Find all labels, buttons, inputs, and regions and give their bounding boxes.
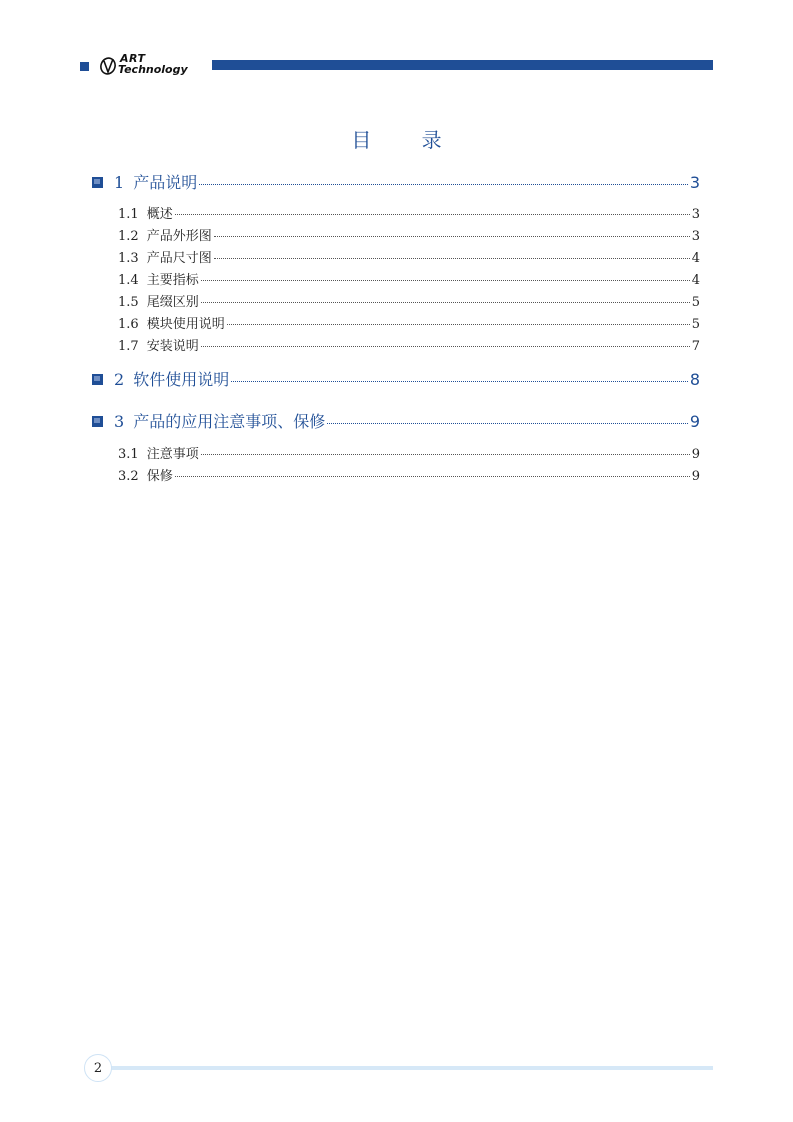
item-number: 1.3	[118, 251, 139, 266]
item-page: 4	[691, 251, 700, 266]
dot-leader	[201, 346, 690, 347]
toc-item-3-1[interactable]	[118, 443, 700, 462]
item-title: 注意事项	[146, 447, 199, 462]
toc-section-3[interactable]	[92, 409, 700, 432]
item-page: 9	[691, 469, 700, 484]
item-title: 概述	[146, 207, 173, 222]
item-number: 1.6	[118, 317, 139, 332]
section-number: 1	[114, 173, 125, 192]
toc-section-1[interactable]	[92, 170, 700, 193]
item-title: 尾缀区别	[146, 295, 199, 310]
square-bullet-icon	[92, 177, 103, 188]
page-title: 目 录	[351, 128, 464, 152]
item-number: 1.7	[118, 339, 139, 354]
dot-leader	[231, 381, 688, 382]
square-bullet-icon	[92, 374, 103, 385]
item-title: 模块使用说明	[146, 317, 225, 332]
toc-item-3-2[interactable]	[118, 465, 700, 484]
toc-section-2[interactable]	[92, 367, 700, 390]
dot-leader	[214, 258, 690, 259]
section-number: 3	[114, 412, 125, 431]
section-page: 3	[689, 173, 700, 192]
section-title: 产品说明	[133, 173, 198, 192]
dot-leader	[201, 454, 690, 455]
toc-item-1-1[interactable]	[118, 203, 700, 222]
dot-leader	[201, 280, 690, 281]
dot-leader	[327, 423, 688, 424]
section-page: 9	[689, 412, 700, 431]
art-technology-logo	[96, 50, 206, 80]
toc-item-1-7[interactable]	[118, 335, 700, 354]
item-page: 9	[691, 447, 700, 462]
dot-leader	[227, 324, 690, 325]
header-square	[80, 62, 89, 71]
item-page: 3	[691, 229, 700, 244]
dot-leader	[199, 184, 688, 185]
item-title: 主要指标	[146, 273, 199, 288]
dot-leader	[175, 214, 690, 215]
item-title: 产品尺寸图	[146, 251, 212, 266]
item-title: 保修	[146, 469, 173, 484]
dot-leader	[214, 236, 690, 237]
item-title: 安装说明	[146, 339, 199, 354]
item-number: 1.5	[118, 295, 139, 310]
section-page: 8	[689, 370, 700, 389]
item-number: 3.2	[118, 469, 139, 484]
item-number: 1.4	[118, 273, 139, 288]
dot-leader	[201, 302, 690, 303]
page-number-badge	[84, 1054, 112, 1082]
logo-emblem-icon	[98, 56, 118, 76]
section-number: 2	[114, 370, 125, 389]
item-page: 7	[691, 339, 700, 354]
logo-text-art: ART	[120, 52, 146, 65]
section-title: 软件使用说明	[133, 370, 230, 389]
toc-item-1-5[interactable]	[118, 291, 700, 310]
item-page: 4	[691, 273, 700, 288]
item-number: 1.1	[118, 207, 139, 222]
item-page: 3	[691, 207, 700, 222]
item-number: 1.2	[118, 229, 139, 244]
footer-line	[96, 1066, 713, 1070]
item-page: 5	[691, 317, 700, 332]
section-title: 产品的应用注意事项、保修	[133, 412, 326, 431]
item-number: 3.1	[118, 447, 139, 462]
square-bullet-icon	[92, 416, 103, 427]
header-bar	[212, 60, 713, 70]
dot-leader	[175, 476, 690, 477]
toc-item-1-2[interactable]	[118, 225, 700, 244]
toc-item-1-4[interactable]	[118, 269, 700, 288]
logo-text-technology: Technology	[118, 63, 188, 76]
item-title: 产品外形图	[146, 229, 212, 244]
toc-item-1-6[interactable]	[118, 313, 700, 332]
page-number: 2	[93, 1060, 103, 1076]
item-page: 5	[691, 295, 700, 310]
toc-item-1-3[interactable]	[118, 247, 700, 266]
